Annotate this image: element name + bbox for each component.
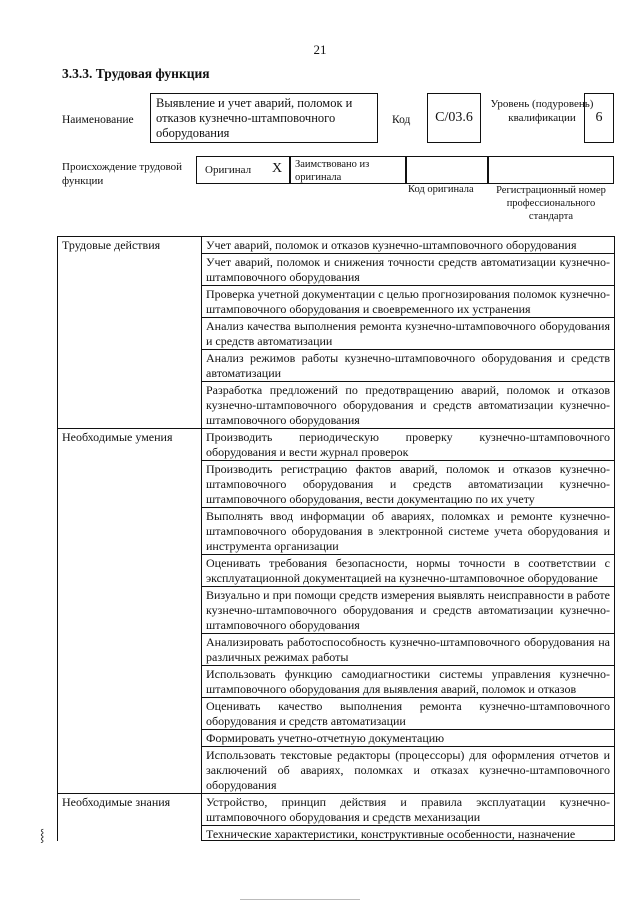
original-mark: X [272, 161, 283, 176]
item-cell [202, 826, 615, 841]
item-cell: Визуально и при помощи средств измерения выявлять неисправности в работе кузнечно-штамповочного оборудования и средств автоматизации кузнечно-штамповочного оборудования [202, 587, 615, 634]
item-cell: Устройство, принцип действия и правила эксплуатации кузнечно-штамповочного оборудования и средств механизации [202, 794, 615, 826]
table-row [58, 794, 615, 826]
item-cell: Производить регистрацию фактов аварий, поломок и отказов кузнечно-штамповочного оборудования и средств автоматизации кузнечно-штамповочного оборудования, вести документацию по их учету [202, 461, 615, 508]
function-name-box: Выявление и учет аварий, поломок и отказов кузнечно-штамповочного оборудования [150, 93, 378, 143]
category-cell: Необходимые умения [58, 429, 202, 794]
item-cell: Оценивать требования безопасности, нормы точности в соответствии с эксплуатационной документацией на кузнечно-штамповочное оборудование [202, 555, 615, 587]
item-cell: Анализ качества выполнения ремонта кузнечно-штамповочного оборудования и средств автоматизации [202, 318, 615, 350]
code-original-box [406, 156, 488, 184]
margin-mark: ⸾ [40, 828, 45, 842]
code-label: Код [392, 114, 411, 126]
item-cell: Формировать учетно-отчетную документацию [202, 730, 615, 747]
item-cell: Учет аварий, поломок и отказов кузнечно-штамповочного оборудования [202, 237, 615, 254]
borrowed-box: Заимствовано из оригинала [290, 156, 406, 184]
code-original-label: Код оригинала [408, 184, 474, 195]
function-table [57, 236, 615, 841]
item-cell: Проверка учетной документации с целью прогнозирования поломок кузнечно-штамповочного оборудования и своевременного их устранения [202, 286, 615, 318]
page-number: 21 [313, 42, 327, 57]
item-cell: Использовать функцию самодиагностики системы управления кузнечно-штамповочного оборудования для выявления аварий, поломок и отказов [202, 666, 615, 698]
item-cell: Использовать текстовые редакторы (процессоры) для оформления отчетов и заключений об авариях, поломках и отказах кузнечно-штамповочного оборудования [202, 747, 615, 794]
category-cell: Трудовые действия [58, 237, 202, 429]
level-label: Уровень (подуровень) квалификации [490, 98, 594, 124]
item-cell: Выполнять ввод информации об авариях, поломках и ремонте кузнечно-штамповочного оборудования в электронной системе учета оборудования и инструмента организации [202, 508, 615, 555]
reg-number-label: Регистрационный номер профессионального стандарта [496, 185, 606, 222]
item-cell: Анализировать работоспособность кузнечно-штамповочного оборудования на различных режимах работы [202, 634, 615, 666]
level-value-box: 6 [584, 93, 614, 143]
table-row [58, 237, 615, 254]
category-cell: Необходимые знания [58, 794, 202, 841]
item-cell: Разработка предложений по предотвращению аварий, поломок и отказов кузнечно-штамповочного оборудования и средств автоматизации кузнечно-штамповочного оборудования [202, 382, 615, 429]
bottom-rule [240, 899, 360, 900]
table-row [58, 429, 615, 461]
section-title: 3.3.3. Трудовая функция [62, 66, 210, 81]
reg-number-box [488, 156, 614, 184]
name-label: Наименование [62, 114, 134, 126]
item-text: Технические характеристики, конструктивные особенности, назначение [206, 827, 576, 840]
code-value-box: С/03.6 [427, 93, 481, 143]
original-label: Оригинал [205, 164, 252, 176]
item-cell: Производить периодическую проверку кузнечно-штамповочного оборудования и вести журнал проверок [202, 429, 615, 461]
origin-label: Происхождение трудовой функции [62, 161, 183, 187]
item-cell: Оценивать качество выполнения ремонта кузнечно-штамповочного оборудования и средств автоматизации [202, 698, 615, 730]
item-cell: Анализ режимов работы кузнечно-штамповочного оборудования и средств автоматизации [202, 350, 615, 382]
item-cell: Учет аварий, поломок и снижения точности средств автоматизации кузнечно-штамповочного оборудования [202, 254, 615, 286]
